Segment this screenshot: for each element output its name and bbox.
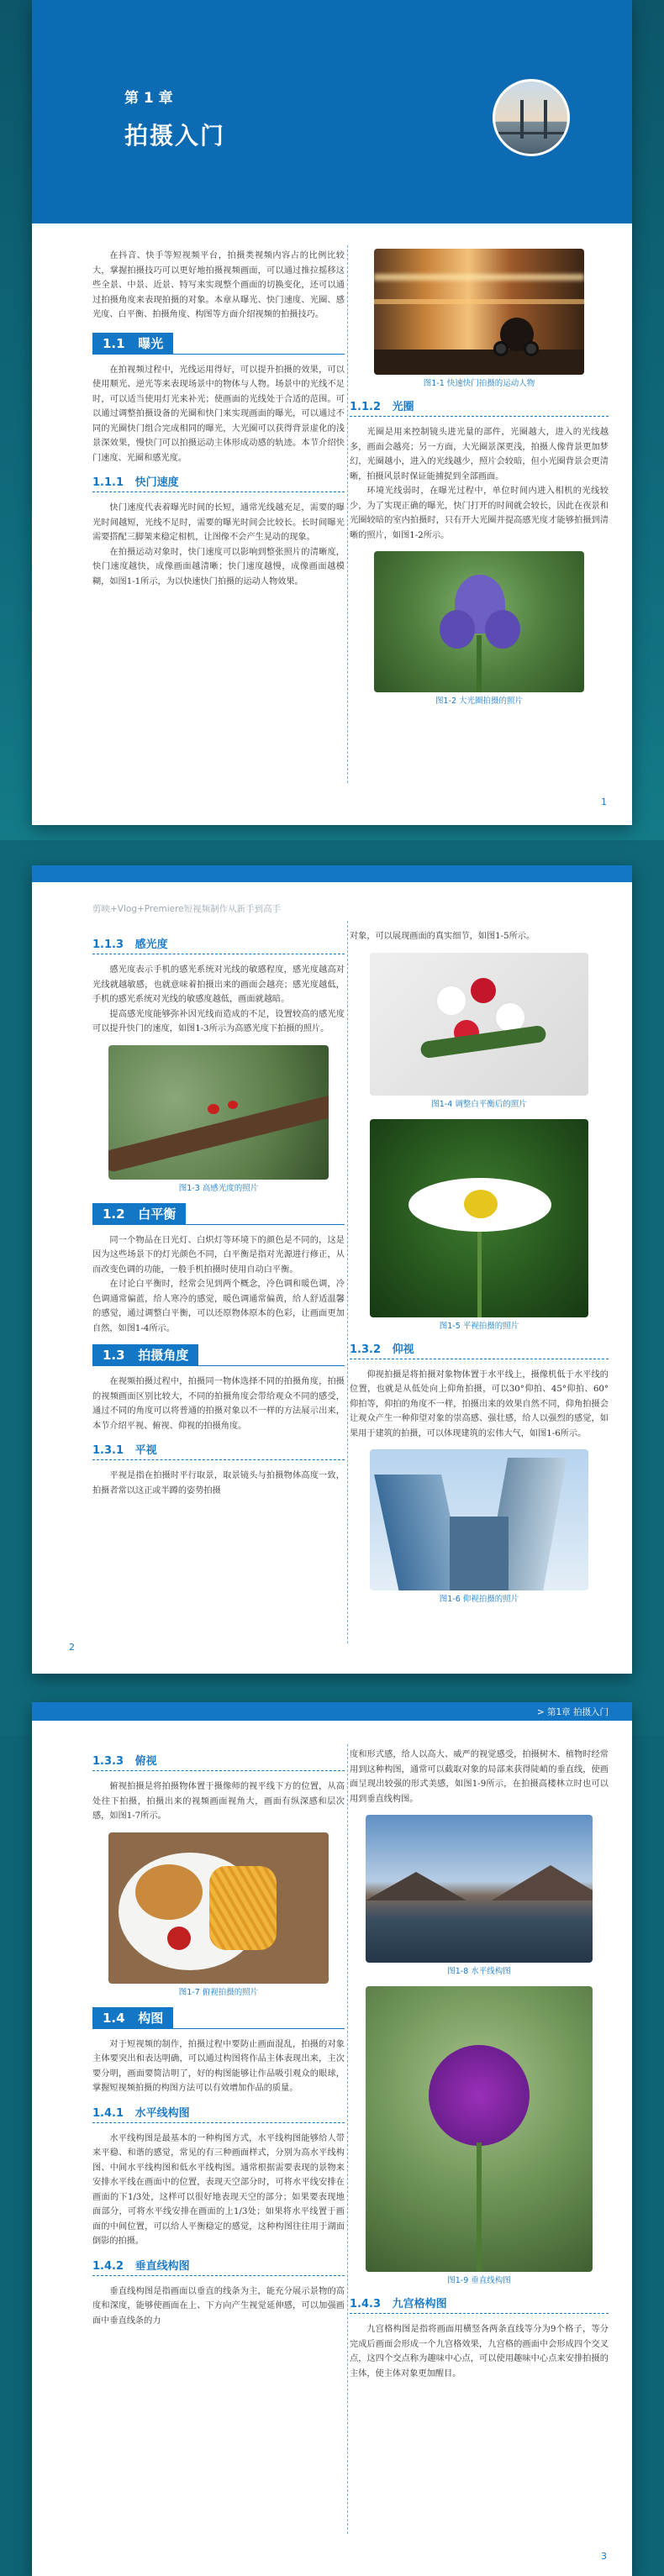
figure-1-4-caption: 图1-4 调整白平衡后的照片: [431, 1099, 527, 1109]
right-column: [350, 249, 609, 707]
chapter-number: 第 1 章: [124, 90, 173, 107]
column-divider: [347, 245, 348, 783]
section-number: 1.3: [103, 1348, 125, 1363]
running-head-book-title: 剪映+Vlog+Premiere短视频制作从新手到高手: [92, 904, 282, 914]
figure-1-6-caption: 图1-6 仰视拍摄的照片: [439, 1595, 519, 1604]
paragraph-aperture-a: 光圈是用来控制镜头进光量的部件，光圈越大，进入的光线越多，画面会越亮；另一方面，大光圈景深更浅，拍摄人像背景更加梦幻，光圈越小，进入的光线越少，照片会较暗，但小光圈背景会更清晰，拍摄风景时保证能捕捉到全部画面。: [350, 428, 609, 481]
figure-1-8-lake: [366, 1815, 593, 1963]
subsection-number: 1.1.1: [92, 476, 124, 489]
subsection-number: 1.3.1: [92, 1444, 124, 1457]
paragraph-white-balance-a: 同一个物品在日光灯、白炽灯等环境下的颜色是不同的，这是因为这些场景下的灯光颜色不同，白平衡是指对光源进行修正，从而改变色调的功能，一般手机拍摄时使用自动白平衡。: [92, 1235, 345, 1275]
figure-1-1-motorcycle: [374, 249, 584, 375]
section-number: 1.4: [103, 2010, 125, 2026]
figure-1-2-caption: 图1-2 大光圈拍摄的照片: [435, 697, 524, 706]
figure-1-8-caption: 图1-8 水平线构图: [447, 1967, 511, 1976]
chapter-header-band: [32, 0, 632, 223]
column-divider: [347, 1744, 348, 2534]
figure-1-3-ladybug: [108, 1045, 329, 1180]
subsection-title: 俯视: [134, 1755, 157, 1768]
heading-1-3-1: [92, 1442, 345, 1460]
paragraph-angle: 在视频拍摄过程中，拍摄同一物体选择不同的拍摄角度，拍摄的视频画面区别比较大，不同的拍摄角度会带给观众不同的感受，通过不同的角度可以将普通的拍摄对象以不一样的方法展示出来，本节介绍平视、俯视、仰视的拍摄角度。: [92, 1377, 345, 1431]
subsection-title: 水平线构图: [134, 2106, 190, 2120]
right-column: [350, 1748, 609, 2381]
heading-1-1-2: [350, 398, 609, 417]
figure-1-7-caption: 图1-7 俯视拍摄的照片: [178, 1987, 259, 1997]
book-page-1: [32, 0, 632, 825]
subsection-title: 感光度: [134, 938, 168, 951]
subsection-number: 1.4.3: [350, 2298, 382, 2311]
figure-1-2-iris: [374, 551, 584, 692]
heading-1-1: [92, 333, 345, 355]
subsection-number: 1.4.2: [92, 2259, 124, 2273]
paragraph-grid: 九宫格构图是指将画面用横竖各两条直线等分为9个格子，等分完成后画面会形成一个九宫格效果，九宫格的画面中会形成四个交叉点，这四个交点称为趣味中心点，可以使用趣味中心点来安排拍摄的主体，使主体对象更加醒目。: [350, 2325, 609, 2379]
paragraph-aperture-b: 环境光线弱时，在曝光过程中，单位时间内进入相机的光线较少，为了实现正确的曝光，快门打开的时间就会较长，因此在夜景和光圈较暗的室内拍摄时，只有开大光圈并提高感光度才能够拍摄到清晰的照片，如图1-2所示。: [350, 486, 609, 540]
paragraph-white-balance-b: 在讨论白平衡时，经常会见到两个概念，冷色调和暖色调，冷色调通常偏蓝，给人寒冷的感觉，暖色调通常偏黄，给人舒适温馨的感觉，通过调整白平衡，可以还原物体原本的色彩，让画面更加自然，如图1-4所示。: [92, 1280, 345, 1333]
heading-1-3-3: [92, 1753, 345, 1771]
intro-paragraph: 在抖音、快手等短视频平台，拍摄类视频内容占的比例比较大，掌握拍摄技巧可以更好地拍摄视频画面，可以通过推拉摇移这些全景、中景、近景、特写来实现整个画面的切换变化，还可以通过拍摄角度来表现拍摄的对象。本章从曝光、快门速度、光圈、感光度、白平衡、拍摄角度、构图等方面介绍视频的拍摄技巧。: [92, 251, 345, 319]
figure-1-5-caption: 图1-5 平视拍摄的照片: [439, 1321, 519, 1331]
running-head-chapter: > 第1章 拍摄入门: [536, 1707, 609, 1717]
section-title: 白平衡: [138, 1206, 177, 1222]
page-number: 3: [601, 2551, 607, 2562]
heading-1-4: [92, 2007, 345, 2029]
figure-1-1-caption: 图1-1 快速快门拍摄的运动人物: [423, 379, 535, 388]
book-page-3: [32, 1702, 632, 2576]
subsection-number: 1.1.3: [92, 938, 124, 951]
column-divider: [347, 921, 348, 1643]
page-number: 1: [601, 796, 607, 807]
heading-1-1-1: [92, 474, 345, 492]
subsection-title: 快门速度: [134, 476, 179, 489]
heading-1-4-3: [350, 2295, 609, 2314]
subsection-title: 九宫格构图: [392, 2298, 447, 2311]
paragraph-low-angle: 仰视拍摄是将拍摄对象物体置于水平线上，摄像机低于水平线的位置，也就是从低处向上仰角拍摄，可以30°仰拍、45°仰拍、60°仰拍等，仰拍的角度不一样，拍摄出来的效果自然不同，仰角拍摄会让观众产生一种仰望对象的崇高感、强壮感，给人以强烈的感觉，如果用于建筑的拍摄，可以体现建筑的宏伟大气，如图1-6所示。: [350, 1369, 609, 1438]
subsection-number: 1.4.1: [92, 2106, 124, 2120]
paragraph-exposure: 在拍视频过程中，光线运用得好，可以提升拍摄的效果，可以使用顺光、逆光等来表现场景中的物体与人物。场景中的光线不足时，可以适当使用灯光来补光；使画面的光线处于合适的范围。可以通过调整拍摄设备的光圈和快门来实现画面的曝光，可以通过不同的光圈快门组合完成相同的曝光，大光圈可以获得背景虚化的浅景深效果，慢快门可以拍摄运动主体形成动感的轨迹。本节介绍快门速度、光圈和感光度。: [92, 365, 345, 463]
book-page-2: [32, 865, 632, 1674]
left-column: [92, 936, 345, 1498]
paragraph-horizontal: 水平线构图是最基本的一种构图方式，水平线构图能够给人带来平稳、和谐的感觉，常见的有三种画面样式，分别为高水平线构图、中间水平线构图和低水平线构图。通常根据需要表现的景物来安排水平线在画面中的位置，表现天空部分时，可将水平线安排在画面的下1/3处，这样可以很好地表现天空的部分；如果要表现地面部分，可将水平线安排在画面的上1/3处；如果将水平线置于画面的中间位置，可以给人平衡稳定的感觉，这种构图往往用于湖面倒影的拍摄。: [92, 2133, 345, 2246]
running-head-bar: [32, 1702, 632, 1721]
left-column: [92, 1753, 345, 2328]
page-number: 2: [69, 1642, 75, 1653]
section-title: 曝光: [138, 335, 164, 351]
figure-1-5-daisy: [370, 1119, 588, 1317]
subsection-title: 垂直线构图: [134, 2259, 190, 2273]
subsection-number: 1.3.3: [92, 1755, 124, 1768]
subsection-title: 仰视: [392, 1343, 414, 1356]
heading-1-1-3: [92, 936, 345, 954]
chapter-title: 拍摄入门: [124, 122, 226, 150]
figure-1-6-buildings: [370, 1449, 588, 1590]
subsection-title: 平视: [134, 1444, 157, 1457]
paragraph-vertical: 垂直线构图是指画面以垂直的线条为主，能充分展示景物的高度和深度，能够使画面在上、下方向产生视觉延伸感，可以加强画面中垂直线条的力: [92, 2286, 345, 2326]
paragraph-vertical-cont: 度和形式感，给人以高大、威严的视觉感受，拍摄树木、植物时经常用到这种构图，通常可以截取对象的局部来获得陡峭的垂直线，使画面呈现出较强的形式美感，如图1-9所示，在拍摄高楼林立时也可以用到垂直线构图。: [350, 1750, 609, 1804]
running-head-bar: [32, 865, 632, 882]
section-number: 1.1: [103, 335, 125, 351]
left-column: [92, 249, 345, 589]
figure-1-4-flowers: [370, 953, 588, 1096]
section-number: 1.2: [103, 1206, 125, 1222]
section-title: 拍摄角度: [138, 1348, 189, 1363]
subsection-title: 光圈: [392, 401, 414, 413]
figure-1-3-caption: 图1-3 高感光度的照片: [178, 1183, 259, 1193]
figure-1-9-caption: 图1-9 垂直线构图: [447, 2276, 511, 2285]
paragraph-shutter-a: 快门速度代表着曝光时间的长短，通常光线越充足，需要的曝光时间越短，光线不足时，需要的曝光时间会比较长。长时间曝光需要搭配三脚架来稳定相机，让图像不会产生晃动的现象。: [92, 503, 345, 542]
paragraph-iso-a: 感光度表示手机的感光系统对光线的敏感程度，感光度越高对光线就越敏感，也就意味着拍摄出来的画面会越亮；感光度越低，手机的感光系统对光线的敏感度越低，画面就越暗。: [92, 965, 345, 1004]
chapter-bridge-photo: [493, 79, 570, 156]
figure-1-9-thistle: [366, 1986, 593, 2272]
subsection-number: 1.3.2: [350, 1343, 382, 1356]
paragraph-composition: 对于短视频的制作，拍摄过程中要防止画面混乱，拍摄的对象主体要突出和表达明确，可以通过构图将作品主体表现出来，主次要分明，画面要简洁明了，好的构图能够让作品吸引观众的眼球，掌握短视频拍摄的构图方法可以有效增加作品的质量。: [92, 2039, 345, 2093]
heading-1-3: [92, 1344, 345, 1366]
paragraph-eye-level-cont: 对象，可以展现画面的真实细节，如图1-5所示。: [350, 932, 535, 941]
heading-1-3-2: [350, 1341, 609, 1359]
figure-1-7-burger: [108, 1832, 329, 1984]
heading-1-4-1: [92, 2105, 345, 2123]
heading-1-2: [92, 1203, 345, 1225]
paragraph-high-angle: 俯视拍摄是将拍摄物体置于摄像师的视平线下方的位置，从高处往下拍摄，拍摄出来的视频画面视角大，画面有纵深感和层次感，如图1-7所示。: [92, 1782, 345, 1821]
paragraph-eye-level: 平视是指在拍摄时平行取景，取景镜头与拍摄物体高度一致，拍摄者常以这正或半蹲的姿势拍摄: [92, 1471, 345, 1496]
subsection-number: 1.1.2: [350, 401, 382, 413]
right-column: [350, 929, 609, 1606]
heading-1-4-2: [92, 2258, 345, 2276]
paragraph-iso-b: 提高感光度能够弥补因光线而造成的不足，设置较高的感光度可以提升快门的速度，如图1-3所示为高感光度下拍摄的照片。: [92, 1009, 345, 1033]
section-title: 构图: [138, 2010, 164, 2026]
paragraph-shutter-b: 在拍摄运动对象时，快门速度可以影响到整张照片的清晰度，快门速度越快，成像画面越清晰；快门速度越慢，成像画面越模糊，如图1-1所示，为以快速快门拍摄的运动人物效果。: [92, 547, 345, 586]
